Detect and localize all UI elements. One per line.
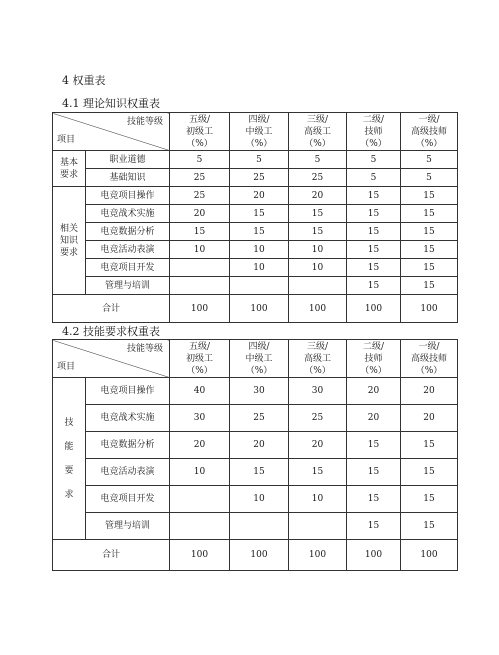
row-label: 电竞战术实施 (86, 405, 170, 432)
row-label: 职业道德 (86, 151, 170, 169)
table-cell: 15 (347, 187, 401, 205)
total-label: 合计 (53, 540, 170, 571)
table-cell: 15 (401, 241, 458, 259)
table-cell: 15 (347, 486, 401, 513)
table-cell: 10 (289, 259, 347, 277)
table-row (53, 241, 458, 259)
group-label-basic: 基本 要求 (53, 151, 86, 187)
table-cell: 10 (230, 259, 289, 277)
table-cell: 5 (347, 169, 401, 187)
corner-cell (53, 340, 170, 378)
page-heading: 4 权重表 (62, 74, 106, 87)
table-cell: 25 (289, 169, 347, 187)
row-label: 电竞战术实施 (86, 205, 170, 223)
table-cell: 15 (289, 223, 347, 241)
table-row (53, 378, 458, 405)
table-cell: 20 (401, 405, 458, 432)
table-cell: 20 (230, 187, 289, 205)
corner-label-level: 技能等级 (126, 117, 163, 127)
table-row (53, 432, 458, 459)
table-cell: 15 (347, 259, 401, 277)
table-cell: 15 (401, 223, 458, 241)
table-cell: 20 (289, 187, 347, 205)
table-cell: 100 (347, 540, 401, 571)
table-cell: 100 (401, 295, 458, 323)
table-cell: 10 (170, 241, 230, 259)
level-header: 一级/ 高级技师 （%） (401, 340, 458, 378)
level-header: 三级/ 高级工 （%） (289, 113, 347, 151)
level-header: 四级/ 中级工 （%） (230, 340, 289, 378)
group-label-related: 相关 知识 要求 (53, 187, 86, 295)
table-cell: 15 (347, 277, 401, 295)
table-cell: 100 (401, 540, 458, 571)
total-row (53, 295, 458, 323)
table-cell: 25 (289, 405, 347, 432)
table-cell: 15 (401, 432, 458, 459)
table-cell: 15 (347, 241, 401, 259)
table-cell: 100 (347, 295, 401, 323)
table-cell: 15 (401, 513, 458, 540)
table-cell: 15 (230, 205, 289, 223)
table-cell: 5 (230, 151, 289, 169)
table-header-row (53, 340, 458, 378)
table-cell: 100 (170, 540, 230, 571)
level-header: 二级/ 技师 （%） (347, 113, 401, 151)
table-cell: 15 (401, 277, 458, 295)
table-cell: 15 (347, 459, 401, 486)
table-cell: 15 (289, 459, 347, 486)
table-row (53, 513, 458, 540)
table-row (53, 169, 458, 187)
table-row (53, 223, 458, 241)
table-row (53, 205, 458, 223)
table-cell: 40 (170, 378, 230, 405)
table-cell: 30 (170, 405, 230, 432)
table-row (53, 405, 458, 432)
table-cell: 10 (289, 241, 347, 259)
table-cell: 15 (170, 223, 230, 241)
table-cell (170, 277, 230, 295)
row-label: 电竞数据分析 (86, 223, 170, 241)
table-cell: 5 (401, 169, 458, 187)
corner-label-item: 项目 (57, 362, 76, 372)
table-cell: 5 (170, 151, 230, 169)
table-cell: 15 (401, 205, 458, 223)
table-cell: 25 (230, 405, 289, 432)
table-cell: 20 (347, 405, 401, 432)
table-cell: 15 (401, 259, 458, 277)
group-label-skills: 技 能 要 求 (53, 378, 86, 540)
table-cell: 15 (347, 223, 401, 241)
table-header-row (53, 113, 458, 151)
total-label: 合计 (53, 295, 170, 323)
row-label: 管理与培训 (86, 513, 170, 540)
table-cell (170, 259, 230, 277)
table-cell: 20 (170, 205, 230, 223)
table-cell: 10 (230, 486, 289, 513)
table-cell: 25 (170, 169, 230, 187)
table-cell: 15 (401, 459, 458, 486)
table-cell: 20 (289, 432, 347, 459)
table-cell: 5 (401, 151, 458, 169)
table-cell: 25 (230, 169, 289, 187)
row-label: 电竞项目操作 (86, 187, 170, 205)
table-cell: 20 (401, 378, 458, 405)
table-cell: 10 (289, 486, 347, 513)
table-cell: 25 (170, 187, 230, 205)
table-cell: 10 (170, 459, 230, 486)
table-cell: 15 (401, 486, 458, 513)
table-cell: 100 (170, 295, 230, 323)
table-cell (170, 513, 230, 540)
section-heading-skills: 4.2 技能要求权重表 (62, 325, 160, 338)
table-cell (289, 277, 347, 295)
row-label: 管理与培训 (86, 277, 170, 295)
table-row (53, 277, 458, 295)
table-cell: 100 (230, 540, 289, 571)
corner-label-item: 项目 (57, 135, 76, 145)
corner-cell (53, 113, 170, 151)
table-cell: 20 (170, 432, 230, 459)
level-header: 一级/ 高级技师 （%） (401, 113, 458, 151)
table-cell (289, 513, 347, 540)
table-cell: 15 (347, 513, 401, 540)
level-header: 三级/ 高级工 （%） (289, 340, 347, 378)
table-cell: 15 (401, 187, 458, 205)
table-row (53, 151, 458, 169)
table-cell: 100 (230, 295, 289, 323)
row-label: 电竞项目操作 (86, 378, 170, 405)
row-label: 电竞活动表演 (86, 241, 170, 259)
row-label: 电竞项目开发 (86, 259, 170, 277)
row-label: 电竞数据分析 (86, 432, 170, 459)
row-label: 电竞项目开发 (86, 486, 170, 513)
table-cell: 15 (289, 205, 347, 223)
table-cell (170, 486, 230, 513)
table-cell: 5 (347, 151, 401, 169)
level-header: 五级/ 初级工 （%） (170, 113, 230, 151)
row-label: 基础知识 (86, 169, 170, 187)
corner-label-level: 技能等级 (126, 344, 163, 354)
table-cell: 15 (347, 432, 401, 459)
table-cell: 100 (289, 540, 347, 571)
table-row (53, 259, 458, 277)
section-heading-theory: 4.1 理论知识权重表 (62, 97, 160, 110)
level-header: 五级/ 初级工 （%） (170, 340, 230, 378)
table-cell: 20 (230, 432, 289, 459)
table-cell: 5 (289, 151, 347, 169)
table-row (53, 486, 458, 513)
table-cell: 30 (230, 378, 289, 405)
level-header: 二级/ 技师 （%） (347, 340, 401, 378)
table-cell (230, 513, 289, 540)
table-cell: 15 (230, 459, 289, 486)
table-cell: 20 (347, 378, 401, 405)
table-cell: 15 (347, 205, 401, 223)
total-row (53, 540, 458, 571)
table-cell (230, 277, 289, 295)
table-cell: 100 (289, 295, 347, 323)
row-label: 电竞活动表演 (86, 459, 170, 486)
table-row (53, 187, 458, 205)
skills-weight-table (52, 339, 458, 571)
table-cell: 15 (230, 223, 289, 241)
table-cell: 10 (230, 241, 289, 259)
table-row (53, 459, 458, 486)
table-cell: 30 (289, 378, 347, 405)
theory-weight-table (52, 112, 458, 323)
level-header: 四级/ 中级工 （%） (230, 113, 289, 151)
